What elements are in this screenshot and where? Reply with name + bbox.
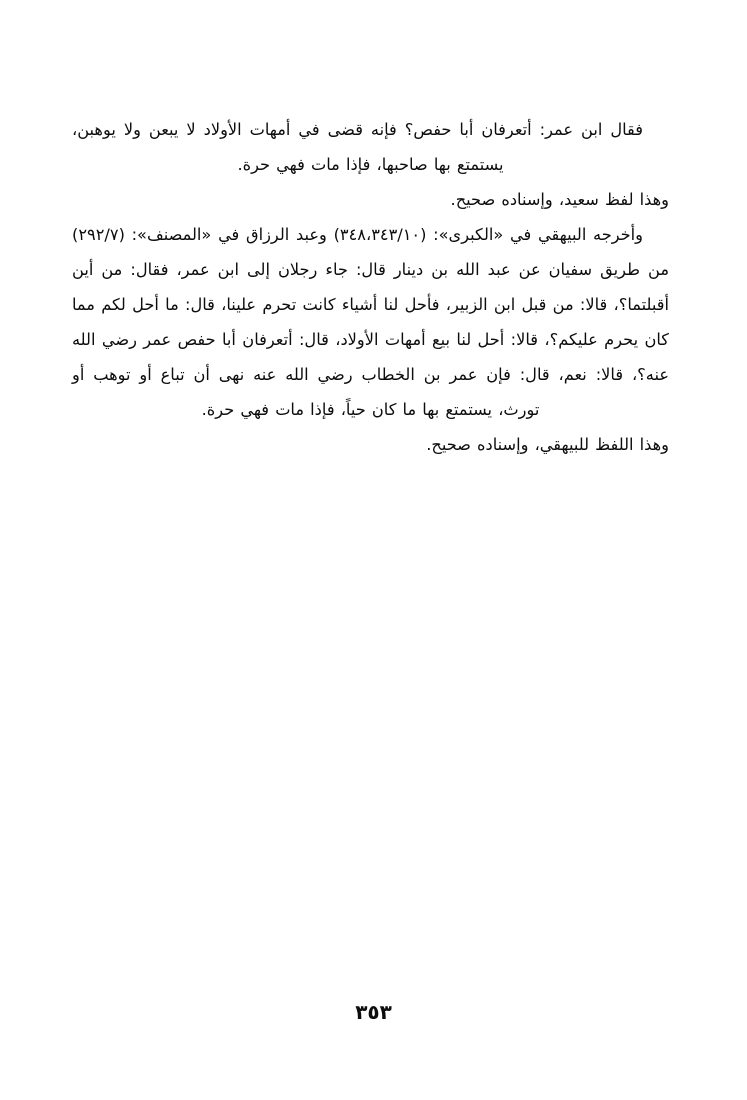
paragraph-4: وهذا اللفظ للبيهقي، وإسناده صحيح. <box>426 435 669 454</box>
page-number: ٣٥٣ <box>355 1000 392 1024</box>
paragraph-3: وأخرجه البيهقي في «الكبرى»: (٣٤٨،٣٤٣/١٠) وعبد الرزاق في «المصنف»: (٢٩٢/٧) من طريق سفيان عن عبد الله بن دينار قال: جاء رجلان إلى ابن عمر، فقال: من أين أقبلتما؟، قالا: من قبل ابن الزبير، فأحل لنا أشياء كانت تحرم علينا، قال: ما أحل لكم مما كان يحرم عليكم؟، قالا: أحل لنا بيع أمهات الأولاد، قال: أتعرفان أبا حفص عمر رضي الله عنه؟، قالا: نعم، قال: فإن عمر بن الخطاب رضي الله عنه نهى أن تباع أو توهب أو تورث، يستمتع بها ما كان حياً، فإذا مات فهي حرة. <box>72 225 669 419</box>
paragraph-1: فقال ابن عمر: أتعرفان أبا حفص؟ فإنه قضى في أمهات الأولاد لا يبعن ولا يوهبن، يستمتع بها صاحبها، فإذا مات فهي حرة. <box>72 120 643 174</box>
page-body-text <box>72 112 669 462</box>
paragraph-2: وهذا لفظ سعيد، وإسناده صحيح. <box>450 190 669 209</box>
